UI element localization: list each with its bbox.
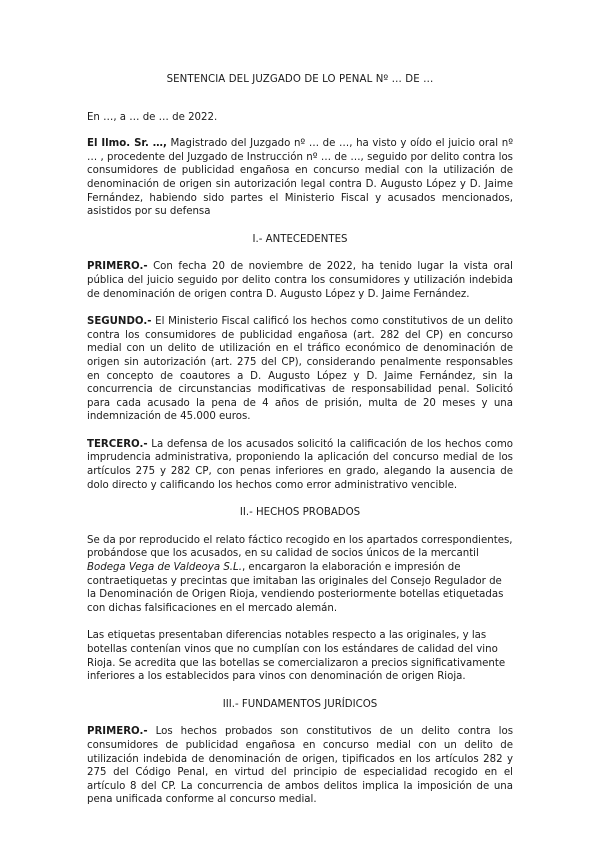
tercero-label: TERCERO.- [87,438,148,450]
hechos-p1-after: , encargaron la elaboración e impresión de contraetiquetas y precintas que imitaban las originales del Consejo Regulador de la Denominación de Origen Rioja, vendiendo posteriormente botellas etiquetadas con dichas falsificaciones en el mercado alemán. [87,562,504,614]
antecedente-segundo [87,315,513,424]
hechos-paragraph-1 [87,534,513,616]
heading-fundamentos-juridicos: III.- FUNDAMENTOS JURÍDICOS [222,698,378,710]
heading-antecedentes: I.- ANTECEDENTES [252,233,348,245]
fundamento-primero [87,725,513,807]
place-date: En …, a … de … de 2022. [87,111,218,123]
antecedente-tercero [87,438,513,492]
hechos-paragraph-2: Las etiquetas presentaban diferencias notables respecto a las originales, y las botellas contenían vinos que no cumplían con los estándares de calidad del vino Rioja. Se acredita que las botellas se comercializaron a precios significativamente inferiores a los establecidos para vinos con denominación de origen Rioja. [87,630,506,683]
segundo-label: SEGUNDO.- [87,316,152,328]
hechos-p1-before: Se da por reproducido el relato fáctico recogido en los apartados correspondientes, probándose que los acusados, en su calidad de socios únicos de la mercantil [87,534,513,560]
intro-text: Magistrado del Juzgado nº … de …, ha visto y oído el juicio oral nº … , procedente del Juzgado de Instrucción nº … de …, seguido por delito contra los consumidores de publicidad engañosa en concurso medial con la utilización de denominación de origen sin autorización legal contra D. Augusto López y D. Jaime Fernández, habiendo sido partes el Ministerio Fiscal y acusados mencionados, asistidos por su defensa [87,138,513,218]
fundamento-primero-text: Los hechos probados son constitutivos de un delito contra los consumidores de publicidad engañosa en concurso medial con un delito de utilización indebida de denominación de origen, tipificados en los artículos 282 y 275 del Código Penal, en virtud del principio de especialidad recogido en el artículo 8 del CP. La concurrencia de ambos delitos implica la imposición de una pena unificada conforme al concurso medial. [87,726,513,806]
intro-paragraph [87,137,513,219]
magistrate-name: El Ilmo. Sr. …, [87,138,167,150]
segundo-text: El Ministerio Fiscal calificó los hechos como constitutivos de un delito contra los consumidores de publicidad engañosa (art. 282 del CP) en concurso medial con un delito de utilización en el tráfico económico de denominación de origen sin autorización (art. 275 del CP), considerando penalmente responsables en concepto de coautores a D. Augusto López y D. Jaime Fernández, sin la concurrencia de circunstancias modificativas de responsabilidad penal. Solicitó para cada acusado la pena de 4 años de prisión, multa de 20 meses y una indemnización de 45.000 euros. [87,316,513,423]
heading-hechos-probados: II.- HECHOS PROBADOS [239,507,361,519]
primero-text: Con fecha 20 de noviembre de 2022, ha tenido lugar la vista oral pública del juicio seguido por delito contra los consumidores y utilización indebida de denominación de origen contra D. Augusto López y D. Jaime Fernández. [87,261,513,300]
antecedente-primero [87,260,513,301]
primero-label: PRIMERO.- [87,261,148,273]
document-title: SENTENCIA DEL JUZGADO DE LO PENAL Nº … DE … [166,74,434,85]
fundamento-primero-label: PRIMERO.- [87,726,148,738]
company-name: Bodega Vega de Valdeoya S.L. [87,562,242,574]
tercero-text: La defensa de los acusados solicitó la calificación de los hechos como imprudencia administrativa, proponiendo la aplicación del concurso medial de los artículos 275 y 282 CP, con penas inferiores en grado, alegando la ausencia de dolo directo y calificando los hechos como error administrativo vencible. [87,438,513,491]
